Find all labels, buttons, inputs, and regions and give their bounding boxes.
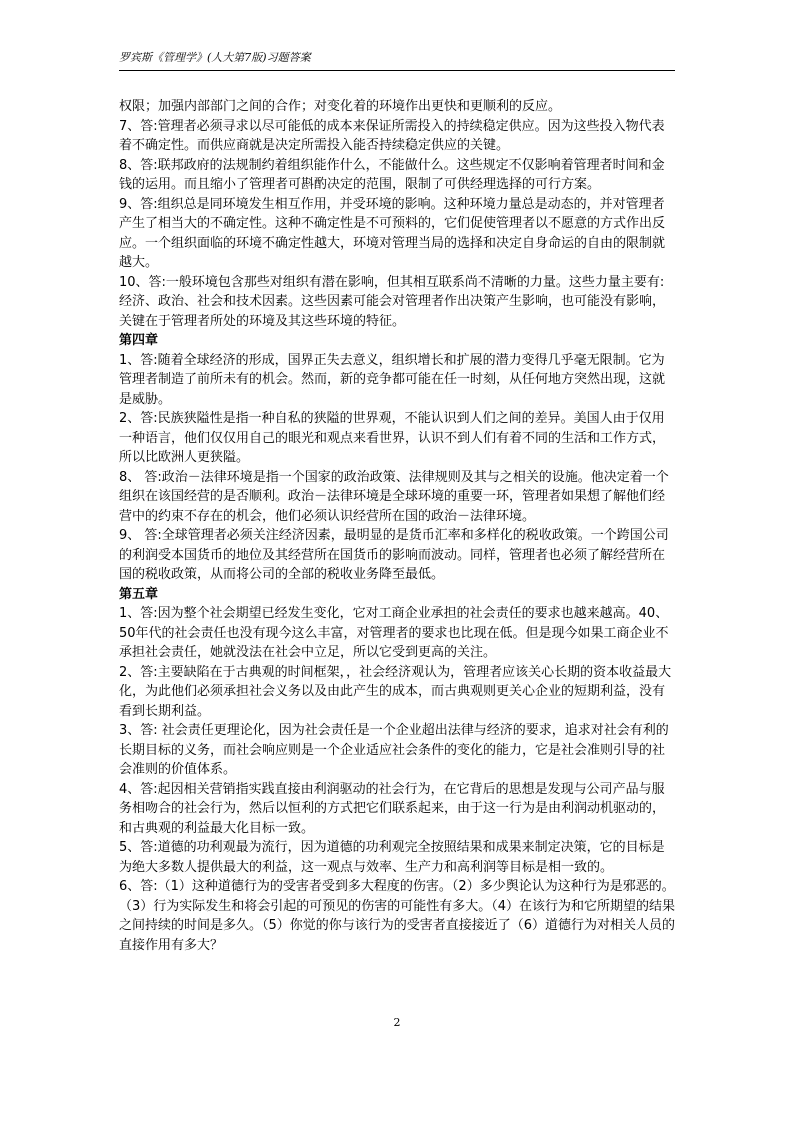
paragraph: 4、答:起因相关营销指实践直接由利润驱动的社会行为，在它背后的思想是发现与公司产品与服务相吻合的社会行为，然后以恒利的方式把它们联系起来，由于这一行为是由利润动机驱动的，和古典观的利益最大化目标一致。	[119, 781, 666, 836]
paragraph: 1、答:因为整个社会期望已经发生变化，它对工商企业承担的社会责任的要求也越来越高。40、50年代的社会责任也没有现今这么丰富，对管理者的要求也比现在低。但是现今如果工商企业不承担社会责任，她就没法在社会中立足，所以它受到更高的关注。	[119, 606, 669, 660]
paragraph: 6、答:（1）这种道德行为的受害者受到多大程度的伤害。（2）多少舆论认为这种行为是邪恶的。（3）行为实际发生和将会引起的可预见的伤害的可能性有多大。（4）在该行为和它所期望的结果之间持续的时间是多久。（5）你觉的你与该行为的受害者直接接近了（6）道德行为对相关人员的直接作用有多大？	[119, 879, 676, 953]
page-header	[119, 50, 675, 71]
header-title: 罗宾斯《管理学》(人大第7版)习题答案	[119, 51, 311, 64]
paragraph: 9、答:组织总是同环境发生相互作用，并受环境的影响。这种环境力量总是动态的，并对管理者产生了相当大的不确定性。这种不确定性是不可预料的，它们促使管理者以不愿意的方式作出反应。一个组织面临的环境不确定性越大，环境对管理当局的选择和决定自身命运的自由的限制就越大。	[119, 196, 666, 270]
paragraph: 7、答:管理者必须寻求以尽可能低的成本来保证所需投入的持续稳定供应。因为这些投入物代表着不确定性。而供应商就是决定所需投入能否持续稳定供应的关键。	[119, 118, 665, 153]
paragraph: 5、答:道德的功利观最为流行，因为道德的功利观完全按照结果和成果来制定决策，它的目标是为绝大多数人提供最大的利益，这一观点与效率、生产力和高利润等目标是相一致的。	[119, 840, 665, 875]
paragraph: 8、 答:政治－法律环境是指一个国家的政治政策、法律规则及其与之相关的设施。他决定着一个组织在该国经营的是否顺利。政治－法律环境是全球环境的重要一环，管理者如果想了解他们经营中的约束不存在的机会，他们必须认识经营所在国的政治－法律环境。	[119, 469, 669, 524]
document-body	[119, 97, 676, 955]
paragraph: 权限；加强内部部门之间的合作；对变化着的环境作出更快和更顺利的反应。	[119, 99, 562, 114]
paragraph: 3、答: 社会责任更理论化，因为社会责任是一个企业超出法律与经济的要求，追求对社会有利的长期目标的义务，而社会响应则是一个企业适应社会条件的变化的能力，它是社会准则引导的社会准则的价值体系。	[119, 723, 669, 777]
paragraph: 8、答:联邦政府的法规制约着组织能作什么，不能做什么。这些规定不仅影响着管理者时间和金钱的运用。而且缩小了管理者可斟酌决定的范围，限制了可供经理选择的可行方案。	[119, 157, 665, 192]
paragraph: 9、 答:全球管理者必须关注经济因素，最明显的是货币汇率和多样化的税收政策。一个跨国公司的利润受本国货币的地位及其经营所在国货币的影响而波动。同样，管理者也必须了解经营所在国的税收政策，从而将公司的全部的税收业务降至最低。	[119, 528, 669, 582]
chapter-heading: 第四章	[119, 333, 159, 348]
paragraph: 2、答:主要缺陷在于古典观的时间框架，，社会经济观认为，管理者应该关心长期的资本收益最大化，为此他们必须承担社会义务以及由此产生的成本，而古典观则更关心企业的短期利益，没有看到长期利益。	[119, 664, 672, 719]
paragraph: 2、答:民族狭隘性是指一种自私的狭隘的世界观，不能认识到人们之间的差异。美国人由于仅用一种语言，他们仅仅用自己的眼光和观点来看世界，认识不到人们有着不同的生活和工作方式，所以比欧洲人更狭隘。	[119, 411, 666, 465]
paragraph: 10、答:一般环境包含那些对组织有潜在影响，但其相互联系尚不清晰的力量。这些力量主要有:经济、政治、社会和技术因素。这些因素可能会对管理者作出决策产生影响，也可能没有影响，关键在于管理者所处的环境及其这些环境的特征。	[119, 274, 666, 329]
chapter-heading: 第五章	[119, 586, 159, 602]
page-number: 2	[393, 1016, 401, 1029]
paragraph: 1、答:随着全球经济的形成，国界正失去意义，组织增长和扩展的潜力变得几乎毫无限制。它为管理者制造了前所未有的机会。然而，新的竞争都可能在任一时刻，从任何地方突然出现，这就是威胁。	[119, 352, 666, 407]
